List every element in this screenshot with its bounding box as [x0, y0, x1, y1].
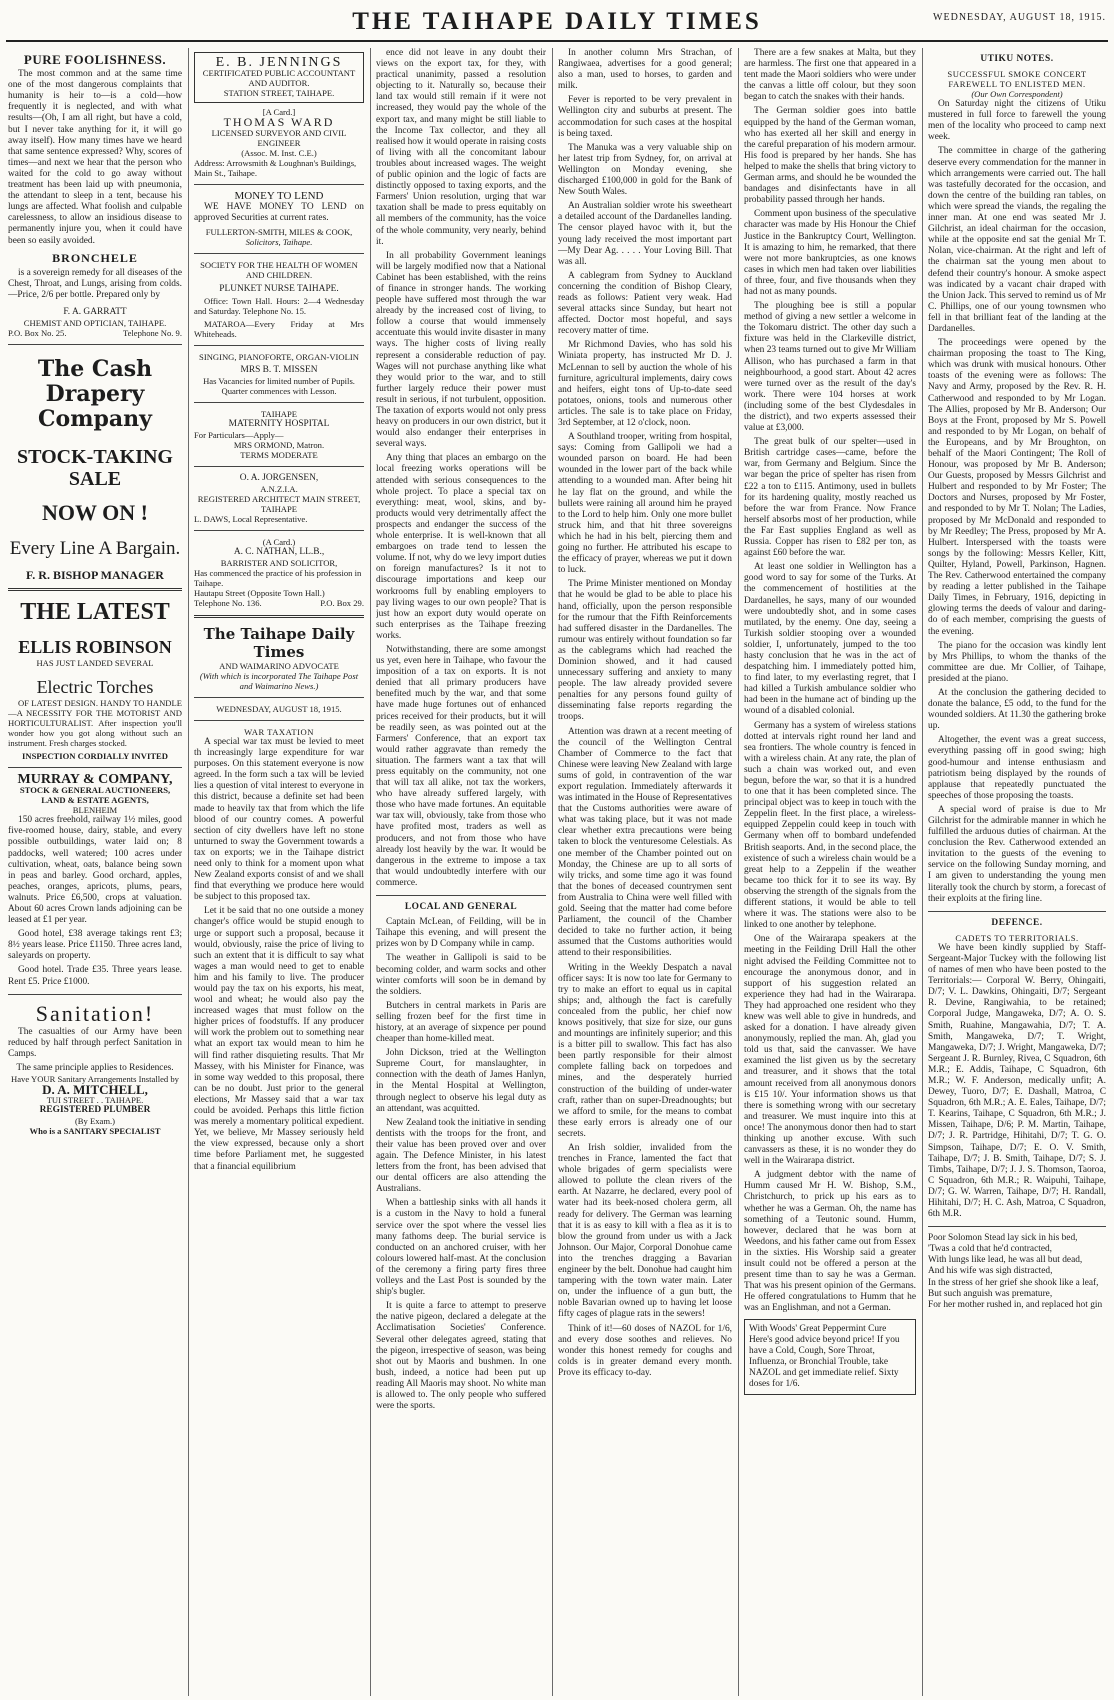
the-latest: THE LATEST: [20, 599, 170, 626]
divider: [194, 402, 364, 403]
poem-line-4: And his wife was sigh distracted,: [928, 1266, 1053, 1277]
torches-body: OF LATEST DESIGN. HANDY TO HANDLE—A NECESSITY FOR THE MOTORIST AND HORTICULTURALIST. After inspection you'll wonder how you got along without such an instrument. Fresh charges stocked.: [8, 698, 182, 749]
ward-address: Address: Arrowsmith & Loughnan's Buildings, Main St., Taihape.: [194, 158, 357, 179]
plunket-body: Office: Town Hall. Hours: 2—4 Wednesday and Saturday. Telephone No. 15.: [194, 295, 364, 316]
garratt-phone: Telephone No. 9.: [122, 328, 182, 339]
jennings-name: E. B. JENNINGS: [215, 55, 343, 70]
nathan-title: BARRISTER AND SOLICITOR,: [220, 557, 338, 568]
column-news-1: [558, 48, 732, 1696]
divider: [8, 344, 182, 345]
jennings-title: CERTIFICATED PUBLIC ACCOUNTANT AND AUDITOR.: [202, 68, 356, 89]
cadets-title: CADETS TO TERRITORIALS.: [955, 932, 1079, 943]
divider: [928, 1226, 1106, 1227]
divider: [194, 466, 364, 467]
nathan-phone: Telephone No. 136.: [194, 597, 262, 608]
divider: [194, 253, 364, 254]
divider: [194, 615, 364, 618]
singing-title: SINGING, PIANOFORTE, ORGAN-VIOLIN: [199, 351, 359, 362]
column-advertisements-1: [8, 48, 182, 1696]
column-advertisements-2: [194, 48, 364, 1696]
quarter-note: Quarter commences with Lesson.: [221, 385, 337, 396]
column-divider: [370, 48, 371, 1696]
plumber-exam: (By Exam.): [74, 1116, 116, 1127]
divider: [928, 911, 1106, 912]
column-district-news: [928, 48, 1106, 1696]
issue-date: WEDNESDAY, AUGUST 18, 1915.: [933, 12, 1106, 23]
plunket-title: PLUNKET NURSE TAIHAPE.: [219, 284, 339, 295]
masthead: [0, 0, 1114, 44]
ad-body-pure-foolishness: The most common and at the same time one of the most dangerous complaints that humanity is heir to—is a cold—how frequently it is neglected, and with what results—(Oh, I am all right, but have a cold, but I never take anything for it, it will go away itself). How many times have we heard that same sentence expressed? Why, scores of times—and next we hear that the person who waited for the cold to go away without treatment has been laid up with pneumonia, the attendant to sleep in a tent, because his lungs are affected. What foolish and culpable carelessness, to allow an insidious disease to permanently injure you, when it could have been so easily avoided.: [8, 69, 182, 246]
murray-listing-2: Good hotel, £38 average takings rent £3; 8½ years lease. Price £1150. Three acres land, saleyards on property.: [8, 929, 182, 962]
nathan-address: Hautapu Street (Opposite Town Hall.): [194, 587, 325, 598]
column-divider: [738, 48, 739, 1696]
paper-incorporated: (With which is incorporated The Taihape Post and Waimarino News.): [199, 670, 359, 691]
local-general-title: LOCAL AND GENERAL: [404, 902, 518, 913]
news-item-12: There are a few snakes at Malta, but they are harmless. The first one that appeared in a tent made the Maori soldiers who were under the canvas a little off colour, but they soon began to catch the snakes with their hands.: [744, 48, 916, 103]
poem-line-2: 'Twas a cold that he'd contracted,: [928, 1244, 1053, 1255]
murray-listing-1: 150 acres freehold, railway 1½ miles, good five-roomed house, dairy, stable, and every possible outbuildings, water laid on; 8 paddocks, well watered; 100 acres under cultivation, wheat, oats, balance being sown in peas and barley. Good orchard, apples, peaches, oranges, apricots, plums, pears, walnuts. Price £6,500, crops at valuation. About 60 acres Crown lands adjoining can be leased at £1 per year.: [8, 815, 182, 926]
editorial-paragraph-3: Any thing that places an embargo on the local freezing works operations will be attended with serious consequences to the whole project. To place a special tax on everything: meat, wool, skins, and by-products would very detrimentally affect the prospects and endanger the success of the whole enterprise. It is well-known that all embargoes on trade tend to lessen the volume. If not, why do we levy import duties on foreign manufactures? Is it not to discourage importations and keep our workrooms full by enabling employers to pay living wages to our own people? That is just how an export duty would operate on such enterprises as the Taihape freezing works.: [376, 453, 546, 641]
murray-sub: STOCK & GENERAL AUCTIONEERS, LAND & ESTATE AGENTS,: [19, 785, 171, 806]
garratt-box: P.O. Box No. 25.: [8, 328, 67, 339]
nathan-body: Has commenced the practice of his profession in Taihape.: [194, 567, 362, 588]
ward-name: THOMAS WARD: [223, 115, 335, 130]
news-item-14: Comment upon business of the speculative character was made by His Honour the Chief Justice in the Bankruptcy Court, Wellington. It is amazing to him, he remarked, that there were not more bankruptcies, as one knows cases in which men had taken over liabilities of three, four, and five thousands when they had not as many pounds.: [744, 209, 916, 297]
divider: [376, 895, 546, 896]
column-divider: [188, 48, 189, 1696]
local-item-2: The weather in Gallipoli is said to be becoming colder, and warm socks and other winter comforts will soon be in demand by the soldiers.: [376, 953, 546, 997]
news-item-15: The ploughing bee is still a popular method of giving a new settler a welcome in the Tokomaru district. The other day such a fixture was held in the Clarkeville district, when 23 teams turned out to give Mr William Allison, who has purchased a farm in that neighbourhood, a good start. About 42 acres were turned over as the result of the day's work. There were 104 horses at work (including some of the best Clydesdales in the district), and two experts assessed their value at £3,000.: [744, 301, 916, 434]
ellis-sub: HAS JUST LANDED SEVERAL: [36, 658, 154, 669]
stock-taking-title: STOCK-TAKING SALE: [17, 446, 173, 491]
local-item-4: John Dickson, tried at the Wellington Supreme Court, for manslaughter, in connection with the death of James Hanlyn, in the Mental Hospital at Wellington, through neglect to observe his legal duty as an attendant, was acquitted.: [376, 1048, 546, 1114]
card-label: [A Card.]: [262, 107, 296, 118]
farewell-title: FAREWELL TO ENLISTED MEN.: [948, 79, 1086, 90]
jorgensen-title: REGISTERED ARCHITECT MAIN STREET, TAIHAPE: [197, 493, 361, 514]
news-item-2: Fever is reported to be very prevalent in Wellington city and suburbs at present. The accommodation for such cases at the hospital is being taxed.: [558, 95, 732, 139]
nazol-ad: Think of it!—60 doses of NAZOL for 1/6, and every dose soothes and relieves. No wonder this honest remedy for coughs and colds is in greater demand every month. Prove its efficacy to-day.: [558, 1323, 732, 1378]
news-item-9: Attention was drawn at a recent meeting of the council of the Wellington Central Chamber of Commerce to the fact that Chinese were leaving New Zealand with large sums of gold, in contravention of the war export regulation. Immediately afterwards it was intimated in the House of Representatives that the Customs authorities were aware of what was taking place, but it was not made clear whether extra precautions were being taken to block the venturesome Celestials. As one member of the Chamber pointed out on Monday, the Chinese are up to all sorts of wily tricks, and some time ago it was found that the bones of deceased countrymen sent from Australia to China were well filled with gold. Seeing that the matter had come before Parliament, the council of the Chamber decided to take no further action, it being assumed that the Customs authorities would attend to their responsibilities.: [558, 726, 732, 959]
utiku-paragraph-7: A special word of praise is due to Mr Gilchrist for the admirable manner in which he fulfilled the arduous duties of chairman. At the conclusion the Rev. Catherwood extended an invitation to the guests of the evening to service on the following Sunday morning, and I am given to understanding the young men literally took the church by storm, a forecast of their exploits at the firing line.: [928, 804, 1106, 904]
news-item-1: In another column Mrs Strachan, of Rangiwaea, advertises for a good general; also a man, used to horses, to garden and milk.: [558, 48, 732, 92]
column-news-2: [744, 48, 916, 1696]
divider: [194, 720, 364, 721]
news-item-19: One of the Wairarapa speakers at the meeting in the Feilding Drill Hall the other night advised the Feilding Committee not to encourage the anonymous donor, and in support of his suggestion related an experience they had had in the Wairarapa. They had approached one resident who they knew was well able to give in hundreds, and asked for a donation. I have already given anonymously, replied the man. Ah, glad you told us that, said the canvasser. We have examined the list given us by the secretary and treasurer, and it shows that the total amount received from all anonymous donors is £15 10/. Your information shows us that there is something wrong with our secretary and treasurer. We must inquire into this at once! The anonymous donor then had to start thinking up another excuse. With such canvassers as these, it is no wonder they do well in the Wairarapa district.: [744, 934, 916, 1167]
ad-jennings: [194, 52, 364, 103]
sanitation-body: The casualties of our Army have been reduced by half through perfect Sanitation in Camps.: [8, 1026, 182, 1059]
jorgensen-assoc: A.N.Z.I.A.: [260, 483, 298, 494]
sanitation-have: Have YOUR Sanitary Arrangements Installed by: [11, 1074, 179, 1085]
jorgensen-name: O. A. JORGENSEN,: [239, 472, 319, 483]
column-editorial: [376, 48, 546, 1696]
mataroa: MATAROA—Every Friday at Mrs Whiteheads.: [194, 318, 364, 339]
news-item-7: A Southland trooper, writing from hospital, says: Coming from Gallipoli we had a wounded parson on board. He had been wounded in the lower part of the back while attending to a wounded man. After being hit he lay flat on the ground, and while the bullets were raining all around him he prayed to the Lord to help him. Only one more bullet struck him, and that hit three sovereigns which he had in his belt, piercing them and going no further. He attributed his escape to the efficacy of prayer, whereas we put it down to luck.: [558, 432, 732, 576]
war-taxation-body-1: A special war tax must be levied to meet th increasingly large expenditure for war purposes. On this statement everyone is now agreed. In the form such a tax will be levied lies a question of vital interest to everyone in this district, because a definite set had been made to heavily tax that from which the life blood of our country comes. A powerful section of city dwellers have left no stone unturned to sway the Government towards a tax on exports; we in the Taihape district need only to think for a moment upon what New Zealand exports consist of and we shall find that everything we produce here would be subject to this proposed tax.: [194, 736, 364, 903]
bishop-manager: F. R. BISHOP MANAGER: [26, 568, 164, 583]
money-title: MONEY TO LEND: [234, 190, 324, 203]
ad-title-pure-foolishness: PURE FOOLISHNESS.: [23, 52, 167, 67]
utiku-paragraph-2: The committee in charge of the gathering deserve every commendation for the manner in which arrangements were carried out. The hall was tastefully decorated for the occasion, and down the centre of the building ran tables, on which were spread the viands, the regaling the inner man. At one end was seated Mr J. Gilchrist, an ideal chairman for the occasion, while at the opposite end sat the genial Mr T. Nolan, vice-chairman. At the right and left of the chairman sat the young men about to defend their country's honour. A smoke aspect was indicated by a vacant chair draped with the Union Jack. This served to remind us of Mr C. Phillips, one of our young townsmen who fell in that brilliant feat of the landing at the Dardanelles.: [928, 146, 1106, 334]
utiku-notes-title: UTIKU NOTES.: [980, 54, 1054, 64]
divider: [194, 345, 364, 346]
utiku-paragraph-4: The piano for the occasion was kindly lent by Mrs Phillips, to whom the thanks of the committee are due. Mr Collier, of Taihape, presided at the piano.: [928, 640, 1106, 684]
jorgensen-rep: L. DAWS, Local Representative.: [194, 513, 308, 524]
news-item-11: An Irish soldier, invalided from the trenches in France, lamented the fact that whole brigades of germ specialists were allowed to pollute the clean rivers of the earth. At Nazarre, he declared, every pool of water had its beek-nosed cholera germ, all ready for delivery. The German was learning that it is as easy to kill with a flea as it is to blow the ground from under us with a Jack Johnson. Our Major, Corporal Donohue came into the trenches dragging a Bavarian engineer by the belt. Donohue had caught him tampering with the town water main. Later on, under the influence of a gun butt, the noble Bavarian owned up to having let loose fifty cages of plague rats in the sewers!: [558, 1143, 732, 1320]
local-item-6: When a battleship sinks with all hands it is a custom in the Navy to hold a funeral service over the spot where the vessel lies many fathoms deep. The burial service is conducted on an anchored cruiser, with her colours lowered half-mast. At the conclusion of the ceremony a firing party fires three volleys and the Last Post is sounded by the ship's bugler.: [376, 1198, 546, 1298]
poem-line-6: But such anguish was premature,: [928, 1288, 1053, 1299]
news-item-17: At least one soldier in Wellington has a good word to say for some of the Turks. At the commencement of hostilities at the Dardanelles, he says, many of our wounded were undoubtedly shot, and in some cases mutilated, by the enemy. One day, seeing a Turkish soldier stooping over a wounded soldier, I, unfortunately, jumped to the too hasty conclusion that he was in the act of despatching him. I immediately potted him, to find later, to my everlasting regret, that I had killed a Turkish ambulance soldier who had been in the humane act of binding up the wound of a disabled colonial.: [744, 562, 916, 717]
column-divider: [552, 48, 553, 1696]
garratt-contact: [8, 328, 182, 338]
nathan-contact: [194, 598, 364, 608]
ward-assoc: (Assoc. M. Inst. C.E.): [241, 148, 317, 159]
newspaper-title: THE TAIHAPE DAILY TIMES: [352, 8, 762, 35]
poem-line-1: Poor Solomon Stead lay sick in his bed,: [928, 1233, 1078, 1244]
news-item-13: The German soldier goes into battle equipped by the hand of the German woman, who has exerted all her skill and energy in the careful preparation of his modern armour. His food is prepared by her hands. She has helped to make the shells that bring victory to German arms, and should he be wounded the bandages and disinfectants have in all probability passed through her hands.: [744, 106, 916, 206]
cadets-body: We have been kindly supplied by Staff-Sergeant-Major Tuckey with the following list of names of men who have been posted to the Territorials:— Corporal W. Berry, Ohingaiti, D/7; V. L. Dawkins, Ohingaiti, D/7; Sergeant R. Devine, Rangiwahia, to be retained; Corporal Judge, Mangaweka, D/7; A. O. S. Smith, Ruahine, Mangawahia, D/7; T. A. Smith, Mangaweka, D/7; T. Wright, Mangaweka, D/7; J. Wright, Mangaweka, D/7; Sergeant J. R. Burnley, Rivea, C Squadron, 6th M.R.; E. Addis, Taihape, C Squadron, 6th M.R.; W. F. Anderson, medically unfit; A. Dewey, Tuoro, D/7; E. Dashall, Matroa, C Squadron, 6th M.R.; A. E. Eales, Taihape, D/7; T. Kearins, Taihape, C Squadron, 6th M.R.; J. Missen, Taihape, D/6; P. M. Martin, Taihape, D/7; J. R. Partridge, Hihitahi, D/7; T. G. O. Simpson, Taihape, D/7; E. O. V. Smith, Taihape, D/7; J. B. Smith, Taihape, D/7; S. J. Timbs, Taihape, D/7; J. J. S. Thomson, Taoroa, C Squadron, 6th M.R.; R. Waipuhi, Taihape, D/7; G. W. Warren, Taihape, D/7; H. Randall, Hihitahi, D/7; H. C. Ash, Matroa, C Squadron, 6th M.R.: [928, 942, 1106, 1220]
war-taxation-body-2: Let it be said that no one outside a money changer's office would be stupid enough to urge or support such a proposal, because it would, obviously, raise the price of living to such an extent that it is difficult to say what wages a man would need to get to enable him and his family to live. The producer would pay the tax on his exports, his meat, wool and wheat; he would also pay the increased wages that must follow on the higher prices of foodstuffs. If any producer will work the problem out to something near what an export tax would mean to him he will find rather disquieting results. That Mr Massey, with his Minister for Finance, was in some way wedded to this proposal, there can be no doubt. Just prior to the general elections, Mr Massey said that a war tax could be avoided. Perhaps this little fiction was merely a momentary political expedient. Yet, we believe, Mr Massey seriously held the view expressed, because only a short time before Parliament met, he suggested that a financial equilibrium: [194, 906, 364, 1172]
woods-ad: [744, 1319, 916, 1396]
sanitation-title: Sanitation!: [35, 1000, 155, 1026]
murray-town: BLENHEIM: [72, 805, 118, 816]
poem-line-5: In the stress of her grief she shook like a leaf,: [928, 1277, 1099, 1288]
smoke-concert-title: SUCCESSFUL SMOKE CONCERT: [947, 69, 1087, 80]
news-item-20: A judgment debtor with the name of Humm caused Mr H. W. Bishop, S.M., Christchurch, to prick up his ears as to whether he was a German. Oh, the name has something of a Teutonic sound. Humm, however, declared that he was born at Weedons, and his father came out from Essex in the sixties. His Worship said a greater insult could not be offered a person at the present time than to say he was a German. That was his present opinion of the Germans. He offered congratulations to Humm that he was an Englishman, and not a German.: [744, 1170, 916, 1314]
paper-title: The Taihape Daily Times: [203, 624, 355, 661]
local-item-3: Butchers in central markets in Paris are selling frozen beef for the first time in history, at an average of sixpence per pound cheaper than home-killed meat.: [376, 1000, 546, 1045]
nathan-box: P.O. Box 29.: [320, 597, 364, 608]
local-item-5: New Zealand took the initiative in sending dentists with the troops for the front, and their value has been proved over and over again. The Defence Minister, in his latest letters from the front, has been advised that our dental officers are also attending the Australians.: [376, 1117, 546, 1195]
terms-moderate: TERMS MODERATE: [240, 449, 318, 460]
divider: [194, 530, 364, 531]
garratt-name: F. A. GARRATT: [63, 306, 127, 317]
divider: [8, 588, 182, 591]
money-body: WE HAVE MONEY TO LEND on approved Securities at current rates.: [194, 202, 364, 224]
card-label-2: (A Card.): [262, 536, 296, 547]
murray-company: MURRAY & COMPANY,: [17, 772, 173, 788]
masthead-rule: [6, 40, 1108, 42]
editorial-paragraph-2: In all probability Government leanings will be largely modified now that a National Cabinet has been established, with the reins of finance in stronger hands. The working people have suffered most through the war already by the increased cost of living, to follow a course that would immensely accentuate this would invite disaster in many ways. The higher costs of living really represent a considerable reduction of pay. Wages will not purchase anything like what they would prior to the war, and to still further largely reduce their power must result in serious, if not turbulent, opposition. The taxation of exports would not only press heavy on producers in our own district, but it would also endanger their enterprises in several ways.: [376, 250, 546, 450]
sanitary-specialist: Who is a SANITARY SPECIALIST: [29, 1126, 161, 1137]
paper-subtitle: AND WAIMARINO ADVOCATE: [219, 660, 339, 671]
war-taxation-title: WAR TAXATION: [244, 726, 314, 737]
inspection-invited: INSPECTION CORDIALLY INVITED: [22, 751, 168, 762]
mitchell-name: D. A. MITCHELL,: [42, 1082, 148, 1098]
mitchell-address: TUI STREET . . TAIHAPE.: [46, 1095, 144, 1106]
maternity-town: TAIHAPE: [260, 408, 298, 419]
news-item-6: Mr Richmond Davies, who has sold his Winiata property, has instructed Mr D. J. McLennan to sell by auction the whole of his furniture, agricultural implements, dairy cows and heifers, eight tons of Up-to-date seed potatoes, onions, tools and numerous other articles. The sale is to take place on Friday, 3rd September, at 12 o'clock, noon.: [558, 340, 732, 428]
fullerton-role: Solicitors, Taihape.: [245, 237, 313, 248]
missen-body: Has Vacancies for limited number of Pupils.: [203, 375, 355, 386]
woods-ad-text: With Woods' Great Peppermint Cure Here's good advice beyond price! If you have a Cold, Cough, Sore Throat, Influenza, or Bronchial Trouble, take NAZOL and get immediate relief. Sixty doses for 1/6.: [749, 1323, 900, 1389]
correspondent: (Our Own Correspondent): [971, 89, 1063, 100]
bronchele-title: BRONCHELE: [52, 250, 138, 265]
garratt-trade: CHEMIST AND OPTICIAN, TAIHAPE.: [23, 318, 167, 329]
electric-torches: Electric Torches: [36, 677, 154, 698]
divider: [194, 697, 364, 698]
murray-listing-3: Good hotel. Trade £35. Three years lease. Rent £5. Price £1000.: [8, 965, 182, 987]
fullerton-name: FULLERTON-SMITH, MILES & COOK,: [205, 227, 353, 238]
divider: [194, 184, 364, 185]
divider: [8, 994, 182, 995]
registered-plumber: REGISTERED PLUMBER: [39, 1105, 151, 1116]
now-on: NOW ON !: [42, 500, 148, 526]
news-item-4: An Australian soldier wrote his sweetheart a detailed account of the Dardanelles landing. The censor played havoc with it, but the young lady received the most important part—My Dear Ag. . . . . Your Loving Bill. That was all.: [558, 201, 732, 267]
editorial-date: WEDNESDAY, AUGUST 18, 1915.: [216, 703, 342, 714]
local-item-1: Captain McLean, of Feilding, will be in Taihape this evening, and will present the prizes won by D Company while in camp.: [376, 917, 546, 950]
jennings-address: STATION STREET, TAIHAPE.: [223, 88, 335, 99]
news-item-8: The Prime Minister mentioned on Monday that he would be glad to be able to place his hand, officially, upon the person responsible for the rumour that the Fifth Reinforcements had suffered disaster in the Dardanelles. The rumour was entirely without foundation so far as the cablegrams which had reached the Dominion showed, and it had caused unnecessary suffering and anxiety to many people. The law already provided severe penalties for any persons found guilty of disseminating false reports regarding the troops.: [558, 579, 732, 723]
missen-name: MRS B. T. MISSEN: [240, 364, 318, 375]
maternity-title: MATERNITY HOSPITAL: [228, 418, 330, 429]
poem-line-3: With lungs like lead, he was all but dead,: [928, 1255, 1083, 1266]
ellis-robinson: ELLIS ROBINSON: [18, 637, 172, 658]
society-title: SOCIETY FOR THE HEALTH OF WOMEN AND CHILDREN.: [200, 260, 358, 281]
bronchele-body: is a sovereign remedy for all diseases of the Chest, Throat, and Lungs, arising from colds.—Price, 2/6 per bottle. Prepared only by: [8, 267, 182, 300]
news-item-3: The Manuka was a very valuable ship on her latest trip from Sydney, for, on arrival at Wellington on Monday evening, she discharged £100,000 in gold for the Bank of New South Wales.: [558, 142, 732, 198]
utiku-paragraph-1: On Saturday night the citizens of Utiku mustered in full force to farewell the young men of the locality who proceed to camp next week.: [928, 99, 1106, 143]
maternity-apply: For Particulars—Apply—: [194, 429, 284, 440]
editorial-paragraph-1: ence did not leave in any doubt their views on the export tax, for they, with practical unanimity, passed a resolution objecting to it. Naturally so, because their land tax would still remain if it were not increased, they would pay the whole of the export tax, and many might be still liable to the Income Tax collector, and they all realised how it would operate in raising costs of living with all the concomitant labour troubles about increased wages. The weight of public opinion and the logic of facts are distinctly opposed to taxing exports, and the Farmers' Union resolution, urging that war taxation shall be made to press equitably on all members of the community, has the voice of the whole community, very nearly, behind it.: [376, 48, 546, 247]
nathan-name: A. C. NATHAN, LL.B.,: [233, 546, 325, 557]
utiku-paragraph-5: At the conclusion the gathering decided to donate the balance, £5 odd, to the fund for the wounded soldiers. At 11.30 the gathering broke up.: [928, 687, 1106, 732]
ward-title: LICENSED SURVEYOR AND CIVIL ENGINEER: [211, 128, 347, 149]
local-item-7: It is quite a farce to attempt to preserve the native pigeon, declared a delegate at the Acclimatisation Societies' Conference. Several other delegates agreed, stating that the pigeon, irrespective of season, was being shot out by Maoris and bushmen. In one bush, indeed, a notice had been put up reading All Maoris may shoot. No white man is allowed to. The only people who suffered were the sports.: [376, 1301, 546, 1412]
defence-title: DEFENCE.: [991, 917, 1043, 928]
sanitation-residences: The same principle applies to Residences.: [16, 1062, 174, 1073]
cash-drapery-title: The Cash Drapery Company: [37, 356, 153, 433]
poem-line-7: For her mother rushed in, and replaced hot gin: [928, 1299, 1103, 1310]
news-item-16: The great bulk of our spelter—used in British cartridge cases—came, before the war, from Germany and Belgium. Since the war began the price of spelter has risen from £22 a ton to £115. Antimony, used in bullets for its hardening quality, mostly reached us before the war from France. Now France herself absorbs most of her production, while the Far East supplies England as well as Russia. Copper has risen to £82 per ton, as against £60 before the war.: [744, 437, 916, 559]
divider: [8, 767, 182, 768]
column-divider: [922, 48, 923, 1696]
utiku-paragraph-3: The proceedings were opened by the chairman proposing the toast to The King, which was drunk with musical honours. Other toasts of the evening were as follows: The Navy and Army, proposed by the Rev. R. H. Catherwood and responded to by Mr Logan. The Allies, proposed by Mr B. Anderson; Our Boys at the Front, proposed by Mr S. Powell and responded to by Mr Logan, on behalf of the Europeans, and by Mr Broughton, on behalf of the Maori Contingent; The Roll of Honour, was proposed by Mr B. Anderson; Our Guests, proposed by Messrs Gilchrist and Hulbert and responded to by Mr Foster; The Doctors and Nurses, proposed by Mr Foster, and responded to by Mr T. Nolan; The Ladies, proposed by Mr McDonald and responded to by Mr Reedley; The Press, proposed by Mr A. Hulbert. Interspersed with the toasts were songs by the following: Messrs Keller, Kitt, Quilter, Hyland, Powell, Parkinson, Hagnen. The Rev. Catherwood entertained the company by reading a letter published in the Taihape Daily Times, in February, 1916, depicting in glowing terms the deeds of valour and daring-do of each member, comprising the guests of the evening.: [928, 338, 1106, 637]
editorial-paragraph-4: Notwithstanding, there are some amongst us yet, even here in Taihape, who favour the imposition of a tax on exports. It is not denied that all primary producers have benefited much by the war, and that some have made huge fortunes out of enhanced prices received for their products, but it will be readily seen, as was pointed out at the Farmers' Conference, that an export tax would rather aggravate than remedy the situation. The farmers want a tax that will press equitably on the community, not one that will tax all alike, not tax the workers, who have already suffered largely, with those who have made fortunes. An equitable war tax will, obviously, take from those who have profited most, traders as well as producers, and not from those who have already lost heavily by the war. It would be dangerous in the extreme to impose a tax that would undoubtedly interfere with our commerce.: [376, 644, 546, 888]
news-item-5: A cablegram from Sydney to Auckland concerning the condition of Bishop Cleary, reads as follows: Patient very weak. Had several attacks since Sunday, but heart not affected. Doctor most hopeful, and says recovery matter of time.: [558, 270, 732, 337]
utiku-paragraph-6: Altogether, the event was a great success, everything passing off in good swing; high good-humour and intense enthusiasm and patriotism being displayed by the rounds of applause that repeatedly punctuated the speeches of those proposing the toasts.: [928, 735, 1106, 801]
news-item-10: Writing in the Weekly Despatch a naval officer says: It is now too late for Germany to try to make an effort to equal us in capital ships; and, although the fact is carefully concealed from the public, her chief now knows positively, that size for size, our guns and mountings are infinitely superior; and this is a bitter pill to swallow. This fact has also been partly responsible for their almost complete falling back on torpedoes and mines, and the desperately hurried construction of the building of under-water craft, rather than on super-Dreadnoughts; but we afford to smile, for the means to combat these early errors is already one of our secrets.: [558, 962, 732, 1139]
maternity-matron: MRS ORMOND, Matron.: [233, 439, 325, 450]
news-item-18: Germany has a system of wireless stations dotted at intervals right round her land and sea frontiers. The whole country is fenced in with a wireless chain. At any rate, the plan of such a chain was worked out, and even begun, before the war, so that it is a hundred to one that it has been completed since. The principal object was to keep in touch with the Zeppelin fleet. In the first place, a wireless-equipped Zeppelin could keep in touch with Germany when off to bombard undefended British seaports. And, in the second place, the existence of such a wireless chain would be a great help to a Zeppelin if the weather became too thick for it to see its way. By observing the strength of the signals from the different stations, it would be able to tell where it was. The stations were also to be linked to one another by telephone.: [744, 720, 916, 931]
every-line-bargain: Every Line A Bargain.: [9, 538, 181, 560]
